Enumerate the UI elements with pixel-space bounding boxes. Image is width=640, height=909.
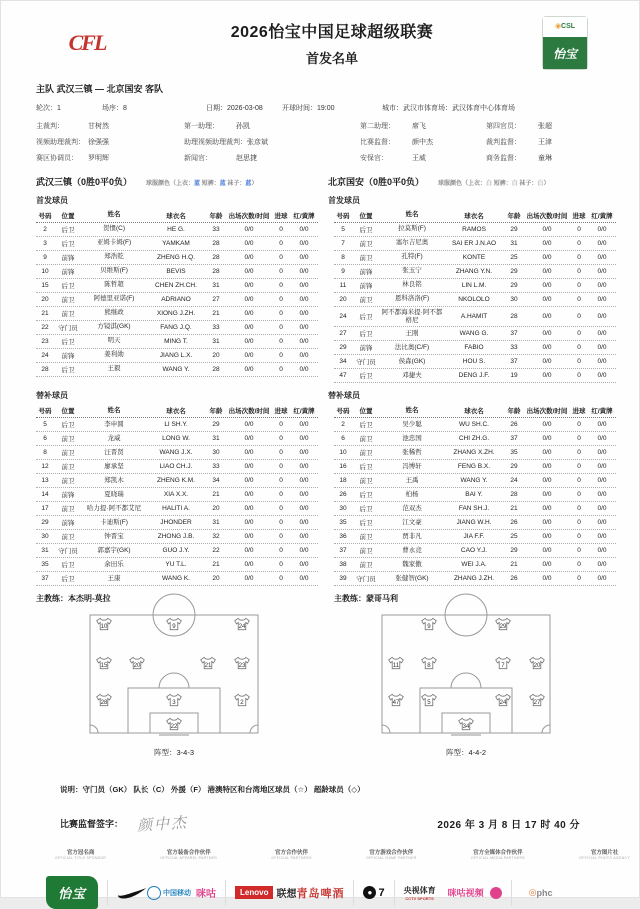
away-formation-caption: 阵型：4-4-2 <box>445 748 486 758</box>
table-header-row: 号码 位置 姓名 球衣名 年龄 出场次数/时间 进球 红/黄牌 <box>334 404 616 418</box>
svg-text:27: 27 <box>533 699 541 707</box>
match-info-item: 城市：武汉市 <box>382 105 424 112</box>
svg-text:5: 5 <box>426 699 431 707</box>
player-row: 28 后卫 王毅 WANG Y. 28 0/0 0 0/0 <box>36 363 318 377</box>
player-row: 26 后卫 柏杨 BAI Y. 28 0/0 0 0/0 <box>334 488 616 502</box>
badge-brand-text: 怡宝 <box>543 37 587 69</box>
player-jersey-icon <box>234 693 251 707</box>
player-row: 29 前锋 卡迪斯(F) JHONDER 31 0/0 0 0/0 <box>36 516 318 530</box>
official-item: 安保官： 王威 <box>360 155 426 162</box>
svg-text:21: 21 <box>204 662 212 670</box>
supervisor-signature: 颜中杰 <box>136 813 189 836</box>
home-team-name: 武汉三镇（0胜0平0负） <box>36 177 133 187</box>
official-item: 比赛监督： 颜中杰 <box>360 139 433 146</box>
table-header-row: 号码 位置 姓名 球衣名 年龄 出场次数/时间 进球 红/黄牌 <box>36 209 318 223</box>
player-row: 38 前卫 魏家傲 WEI J.A. 21 0/0 0 0/0 <box>334 558 616 572</box>
player-row: 5 后卫 李申圆 LI SH.Y. 29 0/0 0 0/0 <box>36 418 318 432</box>
player-row: 27 后卫 王刚 WANG G. 37 0/0 0 0/0 <box>334 327 616 341</box>
official-item: 商务监督： 童琳 <box>486 155 552 162</box>
teams-line: 主队 武汉三镇 — 北京国安 客队 <box>36 84 164 94</box>
player-jersey-icon <box>96 656 113 670</box>
home-starters-label: 首发球员 <box>36 196 68 205</box>
lenovo-logo: Lenovo 联想 <box>235 885 296 900</box>
svg-text:22: 22 <box>170 722 178 730</box>
svg-text:24: 24 <box>499 699 507 707</box>
away-starters-table <box>334 209 616 383</box>
player-row: 22 守门员 方镜淇(GK) FANG J.Q. 33 0/0 0 0/0 <box>36 321 318 335</box>
title-block <box>122 19 542 67</box>
phc-logo: ◎ phc <box>528 887 553 898</box>
away-coach-line: 主教练：蒙哥马利 <box>334 594 398 604</box>
svg-text:9: 9 <box>172 622 176 630</box>
svg-text:34: 34 <box>462 722 470 730</box>
player-jersey-icon <box>234 617 251 631</box>
sponsor-tier: 官方全媒体合作伙伴 OFFICIAL MEDIA PARTNERS <box>470 850 525 861</box>
player-row: 2 后卫 贺惯(C) HE G. 33 0/0 0 0/0 <box>36 223 318 237</box>
player-row: 24 前锋 姜利勋 JIANG L.X. 20 0/0 0 0/0 <box>36 349 318 363</box>
match-info-item: 体育场：武汉体育中心体育场 <box>424 105 515 112</box>
seven-logo: ● 7 <box>363 886 384 899</box>
player-row: 11 前锋 林良铭 LIN L.M. 29 0/0 0 0/0 <box>334 279 616 293</box>
table-header-row: 号码 位置 姓名 球衣名 年龄 出场次数/时间 进球 红/黄牌 <box>334 209 616 223</box>
player-row: 31 守门员 郭嘉宇(GK) GUO J.Y. 22 0/0 0 0/0 <box>36 544 318 558</box>
pink-circle-logo <box>490 887 502 899</box>
svg-text:7: 7 <box>501 662 506 670</box>
player-row: 35 后卫 余田乐 YU T.L. 21 0/0 0 0/0 <box>36 558 318 572</box>
player-row: 15 后卫 陈哲超 CHEN ZH.CH. 31 0/0 0 0/0 <box>36 279 318 293</box>
player-row: 3 后卫 亚姆卡姆(F) YAMKAM 28 0/0 0 0/0 <box>36 237 318 251</box>
home-subs-table <box>36 404 318 604</box>
signature-datetime: 2026 年 3 月 8 日 17 时 40 分 <box>437 820 580 832</box>
home-coach-name: 本杰明-莫拉 <box>68 594 111 604</box>
match-info-item: 轮次：1 <box>36 105 61 112</box>
player-row: 30 前卫 钟晋宝 ZHONG J.B. 32 0/0 0 0/0 <box>36 530 318 544</box>
player-row: 20 前卫 阿德里亚诺(F) ADRIANO 27 0/0 0 0/0 <box>36 293 318 307</box>
svg-text:24: 24 <box>238 622 246 630</box>
player-row: 37 后卫 王康 WANG K. 20 0/0 0 0/0 <box>36 572 318 586</box>
player-row: 10 前卫 张稀哲 ZHANG X.ZH. 35 0/0 0 0/0 <box>334 446 616 460</box>
player-row: 14 前锋 夏晓瑞 XIA X.X. 21 0/0 0 0/0 <box>36 488 318 502</box>
svg-text:15: 15 <box>100 662 108 670</box>
away-kit-colors: 球服颜色（上衣：白 短裤：白 袜子：白） <box>438 181 550 187</box>
away-team-name: 北京国安（0胜0平0负） <box>328 177 425 187</box>
svg-text:20: 20 <box>133 662 141 670</box>
home-formation-caption: 阵型：3-4-3 <box>153 748 194 758</box>
formations-section <box>0 604 640 758</box>
player-row: 5 后卫 拉莫斯(F) RAMOS 29 0/0 0 0/0 <box>334 223 616 237</box>
home-starters-table <box>36 209 318 383</box>
home-team-header <box>36 175 312 188</box>
nike-swoosh-icon <box>117 887 147 899</box>
player-row: 6 前卫 池忠国 CHI ZH.G. 37 0/0 0 0/0 <box>334 432 616 446</box>
match-info-row <box>0 95 640 113</box>
official-item: 裁判监督： 王津 <box>486 139 552 146</box>
svg-text:3: 3 <box>172 699 176 707</box>
legend-notes: 说明：守门员（GK） 队长（C） 外援（F） 港澳特区和台湾地区球员（☆） 超龄球员（◇） <box>60 785 365 795</box>
migu-logo: 咪咕 <box>196 889 217 901</box>
player-row: 34 守门员 侯森(GK) HOU S. 37 0/0 0 0/0 <box>334 355 616 369</box>
sponsor-tier: 官方装备合作伙伴 OFFICIAL APPAREL PARTNER <box>160 850 218 861</box>
home-subs-label: 替补球员 <box>36 391 68 401</box>
player-row: 16 后卫 冯博轩 FENG B.X. 29 0/0 0 0/0 <box>334 460 616 474</box>
player-row: 23 后卫 明天 MING T. 31 0/0 0 0/0 <box>36 335 318 349</box>
away-formation <box>328 614 604 758</box>
supervisor-signature-label: 比赛监督签字： <box>60 819 124 830</box>
away-coach-name: 蒙哥马利 <box>366 594 398 604</box>
player-jersey-icon <box>96 617 113 631</box>
player-row: 20 前卫 恩科洛洛(F) NKOLOLO 30 0/0 0 0/0 <box>334 293 616 307</box>
away-team-header <box>328 175 604 188</box>
sponsor-tier: 官方图片社 OFFICIAL PHOTO AGENCY <box>579 850 630 861</box>
migu-video-logo: 咪咕视频 <box>448 886 502 899</box>
yibao-logo: 怡宝 <box>46 876 98 909</box>
player-row: 9 前锋 郑浩乾 ZHENG H.Q. 28 0/0 0 0/0 <box>36 251 318 265</box>
document-title: 2026怡宝中国足球超级联赛 <box>230 24 434 41</box>
away-subs-table <box>334 404 616 604</box>
player-row: 10 前锋 贝维斯(F) BEVIS 28 0/0 0 0/0 <box>36 265 318 279</box>
player-jersey-icon <box>420 693 437 707</box>
sponsor-tier: 官方合作伙伴 OFFICIAL PARTNERS <box>271 850 312 861</box>
away-subs-label: 替补球员 <box>328 391 360 401</box>
player-row: 47 后卫 邓捷夫 DENG J.F. 19 0/0 0 0/0 <box>334 369 616 383</box>
player-row: 17 前卫 哈力提·阿不都艾尼 HALITI A. 20 0/0 0 0/0 <box>36 502 318 516</box>
sponsor-tier-labels <box>0 834 640 860</box>
match-info-item: 日期：2026-03-08 <box>206 105 263 112</box>
svg-text:2: 2 <box>240 699 244 707</box>
team-headers-row <box>0 163 640 188</box>
player-jersey-icon <box>166 693 183 707</box>
sponsor-logos-row <box>0 860 640 909</box>
player-jersey-icon <box>166 617 183 631</box>
document-header <box>0 0 640 72</box>
official-item: 助理视频助理裁判：张彦斌 <box>184 139 268 146</box>
tsingtao-logo: 青岛啤酒 <box>296 887 345 900</box>
match-info-item: 场序：8 <box>102 105 127 112</box>
official-item: 第一助理： 孙凯 <box>184 123 250 130</box>
player-jersey-icon <box>495 617 512 631</box>
player-row: 18 前卫 王禹 WANG Y. 24 0/0 0 0/0 <box>334 474 616 488</box>
official-item: 主裁判： 甘树然 <box>36 123 109 130</box>
player-jersey-icon <box>234 656 251 670</box>
cctv-sports-logo: 央视体育 CCTV SPORTS <box>403 885 436 901</box>
away-starters-label: 首发球员 <box>328 196 360 205</box>
china-mobile-logo: 中国移动 咪咕 <box>147 885 216 900</box>
player-row: 12 前卫 廖承坚 LIAO CH.J. 33 0/0 0 0/0 <box>36 460 318 474</box>
official-item: 视频助理裁判： 徐强强 <box>36 139 109 146</box>
sponsor-tier: 官方游戏合作伙伴 OFFICIAL GAME PARTNER <box>366 850 417 861</box>
player-jersey-icon <box>388 656 405 670</box>
player-jersey-icon <box>200 656 217 670</box>
player-jersey-icon <box>495 656 512 670</box>
player-jersey-icon <box>420 617 437 631</box>
player-row: 24 后卫 阿不都海米提·阿不都格尼 A.HAMIT 28 0/0 0 0/0 <box>334 307 616 327</box>
player-row: 36 前卫 贾非凡 JIA F.F. 25 0/0 0 0/0 <box>334 530 616 544</box>
cfl-league-logo: CFL <box>68 30 106 55</box>
match-info-item: 开球时间：19:00 <box>282 105 335 112</box>
sponsor-tier: 官方冠名商 OFFICIAL TITLE SPONSOR <box>55 850 107 861</box>
svg-text:9: 9 <box>426 622 431 630</box>
svg-text:20: 20 <box>533 662 541 670</box>
officials-grid <box>0 113 640 163</box>
player-jersey-icon <box>529 656 546 670</box>
document-subtitle: 首发名单 <box>305 51 358 66</box>
svg-text:11: 11 <box>393 662 400 670</box>
player-jersey-icon <box>96 693 113 707</box>
globe-icon <box>147 886 161 900</box>
svg-text:8: 8 <box>426 662 431 670</box>
official-item: 赛区协调员： 罗明辉 <box>36 155 109 162</box>
player-row: 39 守门员 张健智(GK) ZHANG J.ZH. 26 0/0 0 0/0 <box>334 572 616 586</box>
home-formation <box>36 614 312 758</box>
signature-row <box>0 795 640 834</box>
player-row: 7 前卫 塞尔吉尼奥 SAI ER J.N.AO 31 0/0 0 0/0 <box>334 237 616 251</box>
player-jersey-icon <box>420 656 437 670</box>
home-coach-line: 主教练：本杰明-莫拉 <box>36 594 111 604</box>
svg-text:23: 23 <box>238 662 246 670</box>
player-jersey-icon <box>166 717 183 731</box>
player-row: 37 前卫 曹永竞 CAO Y.J. 29 0/0 0 0/0 <box>334 544 616 558</box>
player-row: 9 前锋 张玉宁 ZHANG Y.N. 29 0/0 0 0/0 <box>334 265 616 279</box>
csl-sponsor-badge: ◉CSL 怡宝 <box>542 16 588 70</box>
player-jersey-icon <box>388 693 405 707</box>
player-row: 35 后卫 江文豪 JIANG W.H. 26 0/0 0 0/0 <box>334 516 616 530</box>
player-row: 8 前卫 汪晋贤 WANG J.X. 30 0/0 0 0/0 <box>36 446 318 460</box>
svg-text:47: 47 <box>392 699 400 707</box>
svg-text:29: 29 <box>499 622 507 630</box>
player-jersey-icon <box>529 693 546 707</box>
player-row: 8 前卫 孔特(F) KONTE 25 0/0 0 0/0 <box>334 251 616 265</box>
player-row: 29 前锋 法比奥(C/F) FABIO 33 0/0 0 0/0 <box>334 341 616 355</box>
svg-text:28: 28 <box>100 699 108 707</box>
table-header-row: 号码 位置 姓名 球衣名 年龄 出场次数/时间 进球 红/黄牌 <box>36 404 318 418</box>
player-jersey-icon <box>458 717 475 731</box>
player-row: 30 后卫 范双杰 FAN SH.J. 21 0/0 0 0/0 <box>334 502 616 516</box>
official-item: 新闻官： 赵思捷 <box>184 155 257 162</box>
badge-dot-icon: ◉ <box>554 23 562 30</box>
official-item: 第二助理： 席飞 <box>360 123 426 130</box>
player-jersey-icon <box>495 693 512 707</box>
player-row: 6 前卫 龙威 LONG W. 31 0/0 0 0/0 <box>36 432 318 446</box>
player-row: 13 前卫 郑凯木 ZHENG K.M. 34 0/0 0 0/0 <box>36 474 318 488</box>
svg-text:10: 10 <box>100 622 108 630</box>
player-jersey-icon <box>128 656 145 670</box>
player-row: 2 后卫 吴少聪 WU SH.C. 26 0/0 0 0/0 <box>334 418 616 432</box>
player-row: 21 前卫 熊继政 XIONG J.ZH. 21 0/0 0 0/0 <box>36 307 318 321</box>
home-kit-colors: 球服颜色（上衣：蓝 短裤：蓝 袜子：蓝） <box>146 181 258 187</box>
official-item: 第四官员： 张超 <box>486 123 552 130</box>
